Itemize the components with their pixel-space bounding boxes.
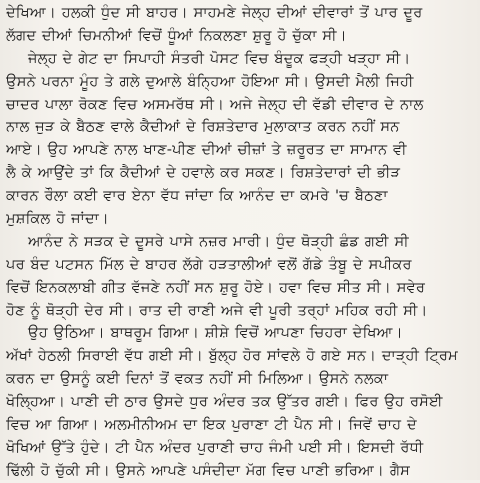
paragraph-start-line: ਆਨੰਦ ਨੇ ਸੜਕ ਦੇ ਦੂਸਰੇ ਪਾਸੇ ਨਜ਼ਰ ਮਾਰੀ। ਧੁੰਦ ਥੋੜ੍ਹੀ ਛੰਡ ਗਈ ਸੀ	[28, 232, 409, 250]
page-body-text	[6, 2, 478, 483]
text-line: ਕਾਰਨ ਰੌਲਾ ਕਈ ਵਾਰ ਏਨਾ ਵੱਧ ਜਾਂਦਾ ਕਿ ਆਨੰਦ ਦਾ ਕਮਰੇ 'ਚ ਬੈਠਣਾ	[6, 187, 388, 205]
text-line: ਲੱਗਦ ਦੀਆਂ ਚਿਮਨੀਆਂ ਵਿਚੋਂ ਧੂੰਆਂ ਨਿਕਲਣਾ ਸ਼ੁਰੂ ਹੋ ਚੁੱਕਾ ਸੀ।	[6, 26, 347, 44]
text-line: ਚਾਦਰ ਪਾਲਾ ਰੋਕਣ ਵਿਚ ਅਸਮਰੱਥ ਸੀ। ਅਜੇ ਜੇਲ੍ਹ ਦੀ ਵੱਡੀ ਦੀਵਾਰ ਦੇ ਨਾਲ	[6, 95, 424, 113]
text-line: ਵਿਚ ਆ ਗਿਆ। ਅਲਮੀਨੀਅਮ ਦਾ ਇਕ ਪੁਰਾਣਾ ਟੀ ਪੈਨ ਸੀ। ਜਿਵੇਂ ਚਾਹ ਦੇ	[6, 416, 417, 434]
text-line: ਅੱਖਾਂ ਹੇਠਲੀ ਸਿਰਾਈ ਵੱਧ ਗਈ ਸੀ। ਬੁੱਲ੍ਹ ਹੋਰ ਸਾਂਵਲੇ ਹੋ ਗਏ ਸਨ। ਦਾੜ੍ਹੀ ਟ੍ਰਿਮ	[6, 347, 458, 365]
text-line: ਪਰ ਬੰਦ ਪਟਸਨ ਮਿੱਲ ਦੇ ਬਾਹਰ ਲੱਗੇ ਹੜਤਾਲੀਆਂ ਵਲੋਂ ਗੱਡੇ ਤੰਬੂ ਦੇ ਸਪੀਕਰ	[6, 255, 412, 273]
text-line: ਦੇਖਿਆ। ਹਲਕੀ ਧੁੰਦ ਸੀ ਬਾਹਰ। ਸਾਹਮਣੇ ਜੇਲ੍ਹ ਦੀਆਂ ਦੀਵਾਰਾਂ ਤੋਂ ਪਾਰ ਦੂਰ	[6, 4, 423, 21]
text-line: ਖੋਖਿਆਂ ਉੱਤੇ ਹੁੰਦੇ। ਟੀ ਪੈਨ ਅੰਦਰ ਪੁਰਾਣੀ ਚਾਹ ਜੰਮੀ ਪਈ ਸੀ। ਇਸਦੀ ਰੱਧੀ	[6, 438, 424, 456]
text-line: ਵਿਚੋਂ ਇਨਕਲਾਬੀ ਗੀਤ ਵੱਜਣੇ ਨਹੀਂ ਸਨ ਸ਼ੁਰੂ ਹੋਏ। ਹਵਾ ਵਿਚ ਸੀਤ ਸੀ। ਸਵੇਰ	[6, 278, 426, 296]
text-line: ਲੈ ਕੇ ਆਉਂਦੇ ਤਾਂ ਕਿ ਕੈਦੀਆਂ ਦੇ ਹਵਾਲੇ ਕਰ ਸਕਣ। ਰਿਸ਼ਤੇਦਾਰਾਂ ਦੀ ਭੀੜ	[6, 164, 401, 182]
paragraph-start-line: ਜੇਲ੍ਹ ਦੇ ਗੇਟ ਦਾ ਸਿਪਾਹੀ ਸੰਤਰੀ ਪੋਸਟ ਵਿਚ ਬੰਦੂਕ ਫੜ੍ਹੀ ਖੜ੍ਹਾ ਸੀ।	[28, 49, 411, 67]
text-line: ਢਿੱਲੀ ਹੋ ਚੁੱਕੀ ਸੀ। ਉਸਨੇ ਆਪਣੇ ਪਸੰਦੀਦਾ ਮੱਗ ਵਿਚ ਪਾਣੀ ਭਰਿਆ। ਗੈਸ	[6, 461, 411, 479]
text-line: ਨਾਲ ਜੁੜ ਕੇ ਬੈਠਣ ਵਾਲੇ ਕੈਦੀਆਂ ਦੇ ਰਿਸ਼ਤੇਦਾਰ ਮੁਲਾਕਾਤ ਕਰਨ ਨਹੀਂ ਸਨ	[6, 118, 400, 136]
paragraph-start-line: ਉਹ ਉਠਿਆ। ਬਾਥਰੂਮ ਗਿਆ। ਸ਼ੀਸ਼ੇ ਵਿਚੋਂ ਆਪਣਾ ਚਿਹਰਾ ਦੇਖਿਆ।	[28, 324, 403, 342]
text-line: ਖੋਲ੍ਹਿਆ। ਪਾਣੀ ਦੀ ਠਾਰ ਉਸਦੇ ਧੁਰ ਅੰਦਰ ਤਕ ਉੱਤਰ ਗਈ। ਫਿਰ ਉਹ ਰਸੋਈ	[6, 393, 443, 411]
text-line: ਕਰਨ ਦਾ ਉਸਨੂੰ ਕਈ ਦਿਨਾਂ ਤੋਂ ਵਕਤ ਨਹੀਂ ਸੀ ਮਿਲਿਆ। ਉਸਨੇ ਨਲਕਾ	[6, 370, 389, 388]
text-line: ਉਸਨੇ ਪਰਨਾ ਮੂੰਹ ਤੇ ਗਲੇ ਦੁਆਲੇ ਬੰਨ੍ਹਿਆ ਹੋਇਆ ਸੀ। ਉਸਦੀ ਮੈਲੀ ਜਿਹੀ	[6, 72, 414, 90]
text-line: ਹੋਣ ਨੂੰ ਥੋੜ੍ਹੀ ਦੇਰ ਸੀ। ਰਾਤ ਦੀ ਰਾਣੀ ਅਜੇ ਵੀ ਪੂਰੀ ਤਰ੍ਹਾਂ ਮਹਿਕ ਰਹੀ ਸੀ।	[6, 301, 428, 319]
text-line: ਮੁਸ਼ਕਿਲ ਹੋ ਜਾਂਦਾ।	[6, 210, 109, 228]
text-line: ਆਏ। ਉਹ ਆਪਣੇ ਨਾਲ ਖਾਣ-ਪੀਣ ਦੀਆਂ ਚੀਜ਼ਾਂ ਤੇ ਜ਼ਰੂਰਤ ਦਾ ਸਾਮਾਨ ਵੀ	[6, 141, 407, 159]
